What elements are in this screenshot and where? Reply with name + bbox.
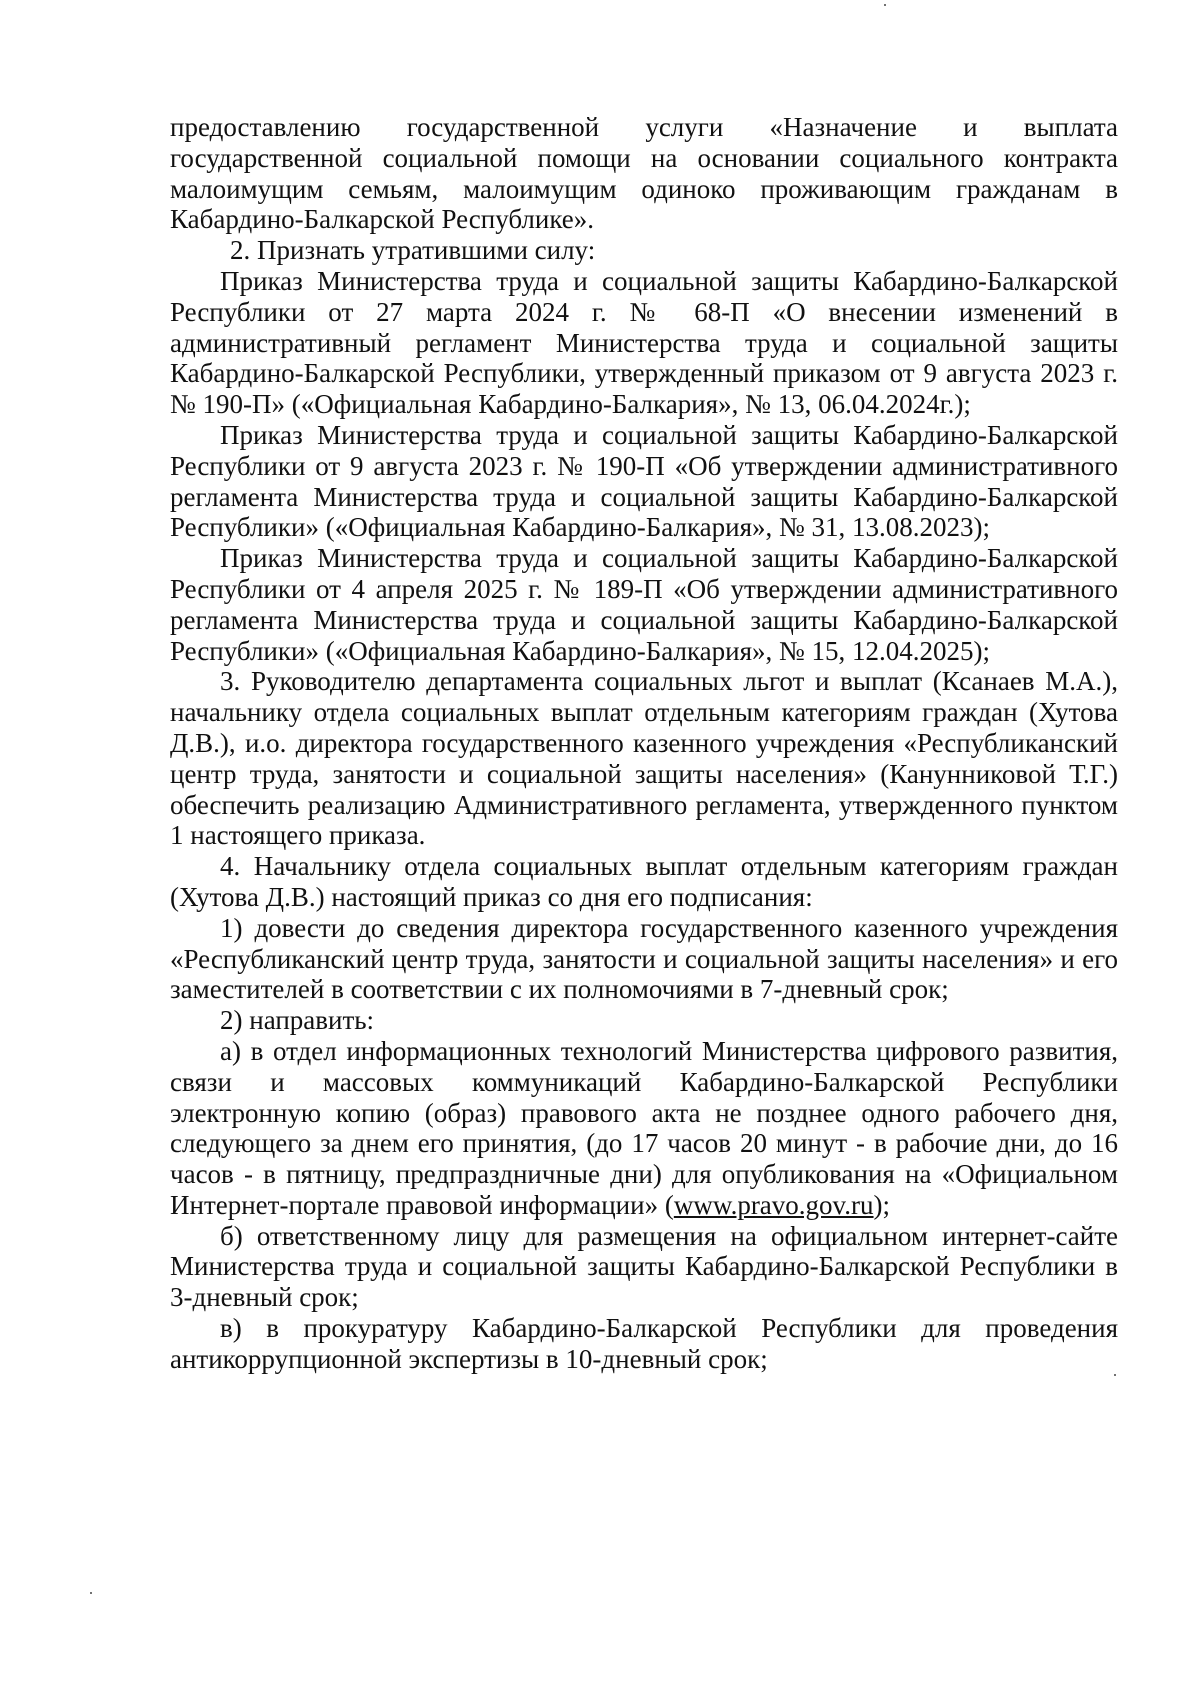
paragraph-subitem-2: 2) направить:	[220, 1005, 375, 1036]
paragraph-item-2: 2. Признать утратившими силу:	[230, 235, 596, 266]
paragraph-item-3: 3. Руководителю департамента социальных льгот и выплат (Ксанаев М.А.), начальнику отдела социальных выплат отдельным категориям граждан (Хутова Д.В.), и.о. директора государственного казенного учреждения «Республиканский центр труда, занятости и социальной защиты населения» (Канунниковой Т.Г.) обеспечить реализацию Административного регламента, утвержденного пунктом 1 настоящего приказа.	[170, 666, 1118, 851]
paragraph-order-190p: Приказ Министерства труда и социальной защиты Кабардино-Балкарской Республики от 9 августа 2023 г. № 190-П «Об утверждении административного регламента Министерства труда и социальной защиты Кабардино-Балкарской Республики» («Официальная Кабардино-Балкария», № 31, 13.08.2023);	[170, 419, 1118, 543]
document-body	[170, 112, 1118, 1375]
pravo-link[interactable]: www.pravo.gov.ru	[673, 1189, 874, 1220]
paragraph-item-4: 4. Начальнику отдела социальных выплат отдельным категориям граждан (Хутова Д.В.) настоящий приказ со дня его подписания:	[170, 851, 1118, 912]
paragraph-order-189p: Приказ Министерства труда и социальной защиты Кабардино-Балкарской Республики от 4 апреля 2025 г. № 189-П «Об утверждении административного регламента Министерства труда и социальной защиты Кабардино-Балкарской Республики» («Официальная Кабардино-Балкария», № 15, 12.04.2025);	[170, 543, 1118, 666]
scan-speck	[884, 4, 886, 6]
subitem-a-text: а) в отдел информационных технологий Министерства цифрового развития, связи и массовых коммуникаций Кабардино-Балкарской Республики электронную копию (образ) правового акта не позднее одного рабочего дня, следующего за днем его принятия, (до 17 часов 20 минут - в рабочие дни, до 16 часов - в пятницу, предпраздничные дни) для опубликования на «Официальном Интернет-портале правовой информации» (	[170, 1035, 1118, 1220]
paragraph-subitem-b: б) ответственному лицу для размещения на официальном интернет-сайте Министерства труда и социальной защиты Кабардино-Балкарской Республики в 3-дневный срок;	[170, 1220, 1118, 1313]
paragraph-service-continuation: предоставлению государственной услуги «Назначение и выплата государственной социальной помощи на основании социального контракта малоимущим семьям, малоимущим одиноко проживающим гражданам в Кабардино-Балкарской Республике».	[170, 112, 1118, 235]
paragraph-order-68p: Приказ Министерства труда и социальной защиты Кабардино-Балкарской Республики от 27 марта 2024 г. № 68-П «О внесении изменений в административный регламент Министерства труда и социальной защиты Кабардино-Балкарской Республики, утвержденный приказом от 9 августа 2023 г. № 190-П» («Официальная Кабардино-Балкария», № 13, 06.04.2024г.);	[170, 265, 1118, 420]
scan-speck	[90, 1592, 92, 1594]
paragraph-subitem-1: 1) довести до сведения директора государственного казенного учреждения «Республиканский центр труда, занятости и социальной защиты населения» и его заместителей в соответствии с их полномочиями в 7-дневный срок;	[170, 912, 1118, 1005]
paragraph-subitem-v: в) в прокуратуру Кабардино-Балкарской Республики для проведения антикоррупционной экспертизы в 10-дневный срок;	[170, 1313, 1118, 1374]
subitem-a-end: );	[873, 1189, 891, 1220]
paragraph-subitem-a	[170, 1036, 1118, 1221]
